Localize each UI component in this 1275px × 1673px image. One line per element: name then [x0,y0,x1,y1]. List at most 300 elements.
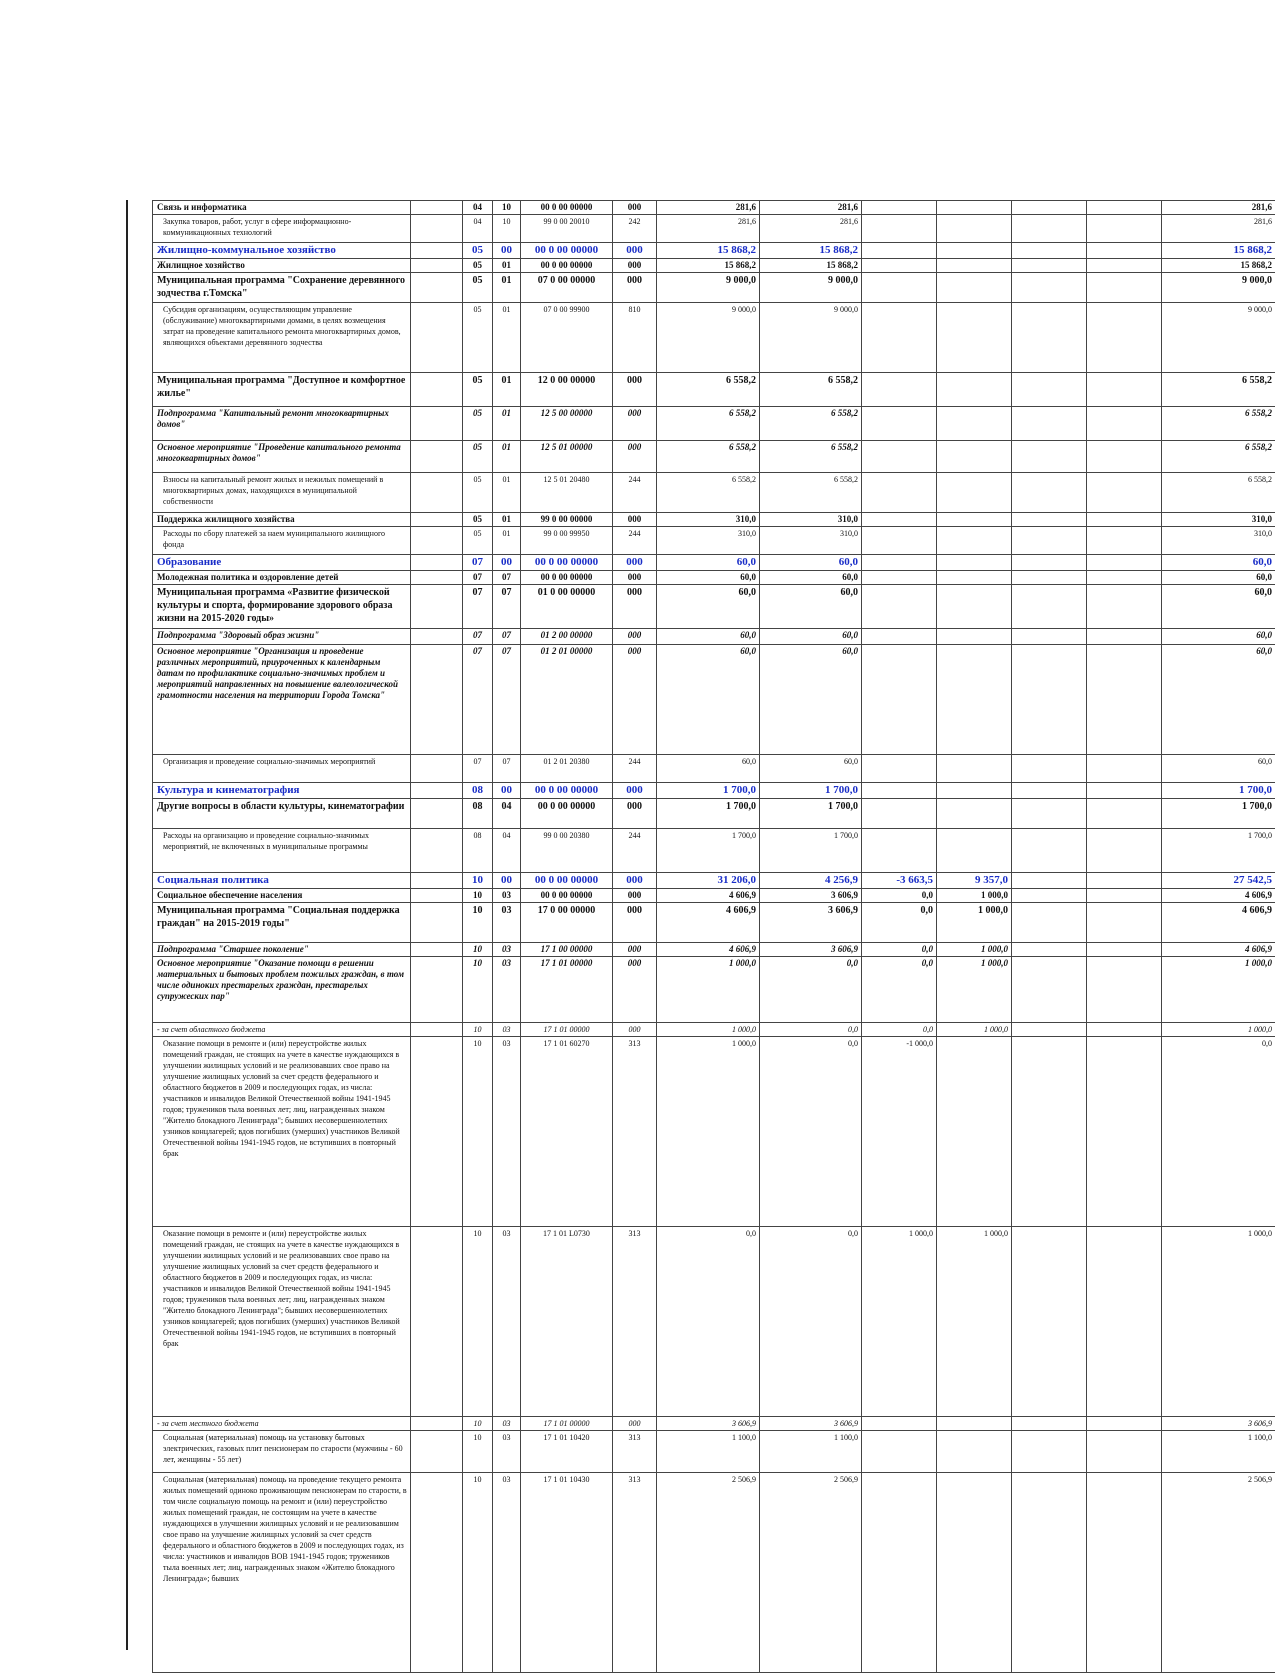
value-col-6 [1087,799,1162,829]
value-col-4 [937,1417,1012,1431]
expense-type-code: 000 [613,571,657,585]
table-row [153,645,1275,755]
section-code: 05 [463,303,493,373]
total-value: 1 000,0 [1162,957,1275,1023]
row-name: Жилищное хозяйство [153,259,411,273]
section-code: 05 [463,513,493,527]
target-article-code: 00 0 00 00000 [521,243,613,259]
value-col-5 [1012,645,1087,755]
section-code: 10 [463,1023,493,1037]
row-name: Субсидия организациям, осуществляющим управление (обслуживание) многоквартирными домами, в целях возмещения затрат на проведение капитального ремонта многоквартирных домов, являющихся объектами деревянного зодчества [153,303,411,373]
section-code: 10 [463,1431,493,1473]
table-row [153,943,1275,957]
table-row [153,1417,1275,1431]
value-col-6 [1087,755,1162,783]
section-code: 05 [463,407,493,441]
table-row [153,629,1275,645]
row-name: Муниципальная программа «Развитие физической культуры и спорта, формирование здорового образа жизни на 2015-2020 годы» [153,585,411,629]
expense-type-code: 000 [613,943,657,957]
value-col-4 [937,259,1012,273]
target-article-code: 17 1 01 00000 [521,1023,613,1037]
table-row [153,373,1275,407]
value-col-2: 60,0 [760,555,862,571]
value-col-4 [937,829,1012,873]
expense-type-code: 000 [613,441,657,473]
value-col-2: 60,0 [760,645,862,755]
value-col-5 [1012,829,1087,873]
section-code: 04 [463,201,493,215]
total-value: 60,0 [1162,571,1275,585]
total-value: 9 000,0 [1162,303,1275,373]
value-col-3 [862,373,937,407]
target-article-code: 00 0 00 00000 [521,555,613,571]
value-col-3 [862,829,937,873]
table-row [153,755,1275,783]
empty-col [411,957,463,1023]
value-col-6 [1087,243,1162,259]
value-col-3 [862,201,937,215]
expense-type-code: 000 [613,373,657,407]
value-col-6 [1087,585,1162,629]
total-value: 1 700,0 [1162,783,1275,799]
value-col-3 [862,1431,937,1473]
total-value: 4 606,9 [1162,889,1275,903]
subsection-code: 03 [493,1473,521,1673]
value-col-1: 1 000,0 [657,1037,760,1227]
section-code: 05 [463,473,493,513]
subsection-code: 07 [493,585,521,629]
subsection-code: 10 [493,201,521,215]
value-col-6 [1087,903,1162,943]
section-code: 05 [463,259,493,273]
value-col-2: 0,0 [760,1023,862,1037]
value-col-5 [1012,1227,1087,1417]
value-col-3: 0,0 [862,903,937,943]
empty-col [411,441,463,473]
value-col-1: 0,0 [657,1227,760,1417]
value-col-1: 310,0 [657,527,760,555]
value-col-1: 281,6 [657,215,760,243]
value-col-3 [862,755,937,783]
value-col-5 [1012,755,1087,783]
expense-type-code: 000 [613,1023,657,1037]
expense-type-code: 244 [613,829,657,873]
value-col-5 [1012,373,1087,407]
expense-type-code: 244 [613,527,657,555]
value-col-4 [937,571,1012,585]
value-col-6 [1087,373,1162,407]
expense-type-code: 000 [613,273,657,303]
value-col-3 [862,441,937,473]
row-name: Социальная политика [153,873,411,889]
subsection-code: 07 [493,645,521,755]
value-col-1: 60,0 [657,555,760,571]
subsection-code: 01 [493,259,521,273]
value-col-1: 6 558,2 [657,407,760,441]
empty-col [411,1227,463,1417]
value-col-3: 0,0 [862,943,937,957]
empty-col [411,303,463,373]
empty-col [411,1023,463,1037]
value-col-1: 6 558,2 [657,373,760,407]
value-col-6 [1087,873,1162,889]
value-col-1: 4 606,9 [657,943,760,957]
value-col-1: 1 700,0 [657,829,760,873]
total-value: 1 100,0 [1162,1431,1275,1473]
value-col-2: 6 558,2 [760,407,862,441]
value-col-2: 3 606,9 [760,903,862,943]
subsection-code: 00 [493,243,521,259]
empty-col [411,273,463,303]
subsection-code: 03 [493,1227,521,1417]
expense-type-code: 000 [613,957,657,1023]
total-value: 6 558,2 [1162,441,1275,473]
expense-type-code: 000 [613,555,657,571]
section-code: 05 [463,243,493,259]
target-article-code: 99 0 00 00000 [521,513,613,527]
target-article-code: 01 2 01 20380 [521,755,613,783]
value-col-5 [1012,259,1087,273]
value-col-5 [1012,1417,1087,1431]
table-row [153,259,1275,273]
subsection-code: 04 [493,799,521,829]
table-row [153,1023,1275,1037]
row-name: - за счет местного бюджета [153,1417,411,1431]
target-article-code: 17 1 01 10420 [521,1431,613,1473]
target-article-code: 07 0 00 00000 [521,273,613,303]
value-col-5 [1012,903,1087,943]
table-row [153,527,1275,555]
value-col-4 [937,473,1012,513]
value-col-4 [937,799,1012,829]
value-col-6 [1087,259,1162,273]
row-name: Культура и кинематография [153,783,411,799]
table-row [153,873,1275,889]
value-col-6 [1087,1431,1162,1473]
value-col-4: 1 000,0 [937,1227,1012,1417]
target-article-code: 01 2 01 00000 [521,645,613,755]
value-col-4: 1 000,0 [937,903,1012,943]
empty-col [411,943,463,957]
expense-type-code: 244 [613,755,657,783]
section-code: 07 [463,555,493,571]
row-name: Расходы на организацию и проведение социально-значимых мероприятий, не включенных в муниципальные программы [153,829,411,873]
value-col-3 [862,527,937,555]
value-col-1: 1 000,0 [657,957,760,1023]
value-col-3 [862,513,937,527]
table-row [153,273,1275,303]
value-col-5 [1012,1473,1087,1673]
value-col-1: 9 000,0 [657,273,760,303]
expense-type-code: 000 [613,259,657,273]
budget-table [152,200,1275,1673]
row-name: - за счет областного бюджета [153,1023,411,1037]
section-code: 10 [463,957,493,1023]
value-col-6 [1087,303,1162,373]
target-article-code: 17 1 01 00000 [521,1417,613,1431]
section-code: 10 [463,889,493,903]
value-col-4 [937,407,1012,441]
expense-type-code: 000 [613,783,657,799]
expense-type-code: 000 [613,513,657,527]
total-value: 1 700,0 [1162,799,1275,829]
total-value: 6 558,2 [1162,473,1275,513]
value-col-1: 31 206,0 [657,873,760,889]
table-row [153,889,1275,903]
value-col-6 [1087,783,1162,799]
value-col-6 [1087,829,1162,873]
target-article-code: 99 0 00 99950 [521,527,613,555]
value-col-3: 1 000,0 [862,1227,937,1417]
total-value: 60,0 [1162,629,1275,645]
total-value: 1 000,0 [1162,1023,1275,1037]
empty-col [411,873,463,889]
subsection-code: 03 [493,1037,521,1227]
expense-type-code: 000 [613,645,657,755]
value-col-4 [937,1037,1012,1227]
value-col-1: 60,0 [657,571,760,585]
value-col-2: 9 000,0 [760,303,862,373]
total-value: 6 558,2 [1162,407,1275,441]
expense-type-code: 000 [613,407,657,441]
value-col-5 [1012,407,1087,441]
empty-col [411,407,463,441]
value-col-6 [1087,273,1162,303]
row-name: Молодежная политика и оздоровление детей [153,571,411,585]
target-article-code: 07 0 00 99900 [521,303,613,373]
table-row [153,243,1275,259]
expense-type-code: 000 [613,585,657,629]
empty-col [411,513,463,527]
section-code: 08 [463,783,493,799]
total-value: 281,6 [1162,201,1275,215]
value-col-6 [1087,1037,1162,1227]
target-article-code: 12 0 00 00000 [521,373,613,407]
value-col-1: 281,6 [657,201,760,215]
value-col-3 [862,585,937,629]
value-col-6 [1087,1227,1162,1417]
value-col-2: 60,0 [760,755,862,783]
value-col-2: 1 700,0 [760,783,862,799]
value-col-2: 60,0 [760,571,862,585]
value-col-2: 9 000,0 [760,273,862,303]
value-col-6 [1087,943,1162,957]
empty-col [411,889,463,903]
empty-col [411,215,463,243]
value-col-6 [1087,513,1162,527]
target-article-code: 00 0 00 00000 [521,783,613,799]
table-row [153,957,1275,1023]
row-name: Оказание помощи в ремонте и (или) переустройстве жилых помещений граждан, не стоящих на учете в качестве нуждающихся в улучшении жилищных условий и не реализовавших свое право на улучшение жилищных условий за счет средств федерального и областного бюджетов в 2009 и последующих годах, из числа: участников и инвалидов Великой Отечественной войны 1941-1945 годов; тружеников тыла военных лет; лиц, награжденных знаком "Жителю блокадного Ленинграда"; бывших несовершеннолетних узников концлагерей; вдов погибших (умерших) участников Великой Отечественной войны 1941-1945 годов, не вступивших в повторный брак [153,1227,411,1417]
subsection-code: 03 [493,903,521,943]
subsection-code: 01 [493,303,521,373]
table-row [153,783,1275,799]
empty-col [411,755,463,783]
section-code: 07 [463,585,493,629]
section-code: 07 [463,629,493,645]
section-code: 07 [463,645,493,755]
value-col-5 [1012,957,1087,1023]
value-col-2: 0,0 [760,957,862,1023]
value-col-3 [862,215,937,243]
value-col-3 [862,259,937,273]
total-value: 2 506,9 [1162,1473,1275,1673]
value-col-2: 2 506,9 [760,1473,862,1673]
budget-table-page [152,200,1275,1673]
value-col-4: 1 000,0 [937,957,1012,1023]
empty-col [411,1473,463,1673]
value-col-1: 9 000,0 [657,303,760,373]
subsection-code: 03 [493,1023,521,1037]
target-article-code: 00 0 00 00000 [521,571,613,585]
value-col-1: 1 100,0 [657,1431,760,1473]
value-col-3 [862,303,937,373]
empty-col [411,527,463,555]
table-row [153,1227,1275,1417]
value-col-3: 0,0 [862,889,937,903]
value-col-1: 6 558,2 [657,473,760,513]
total-value: 60,0 [1162,755,1275,783]
section-code: 10 [463,873,493,889]
target-article-code: 99 0 00 20380 [521,829,613,873]
subsection-code: 01 [493,513,521,527]
row-name: Подпрограмма "Здоровый образ жизни" [153,629,411,645]
section-code: 08 [463,829,493,873]
target-article-code: 99 0 00 20010 [521,215,613,243]
empty-col [411,829,463,873]
subsection-code: 10 [493,215,521,243]
table-row [153,555,1275,571]
row-name: Закупка товаров, работ, услуг в сфере информационно-коммуникационных технологий [153,215,411,243]
budget-table-body [153,201,1275,1673]
subsection-code: 01 [493,527,521,555]
value-col-6 [1087,629,1162,645]
section-code: 10 [463,1037,493,1227]
subsection-code: 03 [493,943,521,957]
row-name: Взносы на капитальный ремонт жилых и нежилых помещений в многоквартирных домах, находящихся в муниципальной собственности [153,473,411,513]
value-col-5 [1012,441,1087,473]
empty-col [411,1417,463,1431]
value-col-5 [1012,303,1087,373]
expense-type-code: 242 [613,215,657,243]
value-col-3 [862,783,937,799]
value-col-2: 0,0 [760,1037,862,1227]
value-col-5 [1012,889,1087,903]
value-col-5 [1012,585,1087,629]
target-article-code: 17 1 01 10430 [521,1473,613,1673]
total-value: 310,0 [1162,527,1275,555]
value-col-2: 60,0 [760,629,862,645]
value-col-2: 281,6 [760,215,862,243]
empty-col [411,473,463,513]
value-col-5 [1012,201,1087,215]
total-value: 15 868,2 [1162,243,1275,259]
table-row [153,215,1275,243]
value-col-1: 60,0 [657,629,760,645]
empty-col [411,243,463,259]
total-value: 9 000,0 [1162,273,1275,303]
subsection-code: 03 [493,889,521,903]
target-article-code: 12 5 01 00000 [521,441,613,473]
value-col-1: 15 868,2 [657,259,760,273]
value-col-6 [1087,407,1162,441]
target-article-code: 00 0 00 00000 [521,201,613,215]
expense-type-code: 810 [613,303,657,373]
value-col-1: 310,0 [657,513,760,527]
target-article-code: 17 1 00 00000 [521,943,613,957]
value-col-2: 3 606,9 [760,1417,862,1431]
total-value: 15 868,2 [1162,259,1275,273]
table-row [153,1037,1275,1227]
value-col-4 [937,585,1012,629]
section-code: 05 [463,273,493,303]
value-col-1: 60,0 [657,645,760,755]
value-col-2: 15 868,2 [760,259,862,273]
value-col-4 [937,373,1012,407]
target-article-code: 17 1 01 00000 [521,957,613,1023]
table-row [153,903,1275,943]
section-code: 10 [463,1417,493,1431]
value-col-6 [1087,1473,1162,1673]
target-article-code: 00 0 00 00000 [521,889,613,903]
value-col-6 [1087,957,1162,1023]
value-col-5 [1012,215,1087,243]
value-col-3 [862,555,937,571]
row-name: Организация и проведение социально-значимых мероприятий [153,755,411,783]
total-value: 1 000,0 [1162,1227,1275,1417]
value-col-4 [937,215,1012,243]
value-col-2: 6 558,2 [760,373,862,407]
subsection-code: 03 [493,1417,521,1431]
section-code: 10 [463,1227,493,1417]
row-name: Жилищно-коммунальное хозяйство [153,243,411,259]
value-col-5 [1012,783,1087,799]
value-col-6 [1087,201,1162,215]
empty-col [411,585,463,629]
value-col-6 [1087,889,1162,903]
value-col-4 [937,555,1012,571]
value-col-1: 6 558,2 [657,441,760,473]
empty-col [411,799,463,829]
target-article-code: 01 2 00 00000 [521,629,613,645]
target-article-code: 17 1 01 60270 [521,1037,613,1227]
row-name: Муниципальная программа "Социальная поддержка граждан" на 2015-2019 годы" [153,903,411,943]
value-col-3: 0,0 [862,957,937,1023]
value-col-3: 0,0 [862,1023,937,1037]
empty-col [411,259,463,273]
subsection-code: 01 [493,373,521,407]
value-col-4 [937,783,1012,799]
value-col-5 [1012,873,1087,889]
value-col-4 [937,243,1012,259]
expense-type-code: 313 [613,1227,657,1417]
section-code: 08 [463,799,493,829]
empty-col [411,629,463,645]
value-col-4: 1 000,0 [937,943,1012,957]
value-col-2: 1 100,0 [760,1431,862,1473]
section-code: 05 [463,441,493,473]
value-col-1: 2 506,9 [657,1473,760,1673]
table-row [153,585,1275,629]
value-col-4 [937,303,1012,373]
row-name: Муниципальная программа "Сохранение деревянного зодчества г.Томска" [153,273,411,303]
value-col-4: 9 357,0 [937,873,1012,889]
row-name: Основное мероприятие "Оказание помощи в решении материальных и бытовых проблем пожилых граждан, в том числе одиноких престарелых граждан, престарелых супружеских пар" [153,957,411,1023]
value-col-1: 4 606,9 [657,889,760,903]
value-col-5 [1012,799,1087,829]
total-value: 4 606,9 [1162,943,1275,957]
row-name: Социальное обеспечение населения [153,889,411,903]
